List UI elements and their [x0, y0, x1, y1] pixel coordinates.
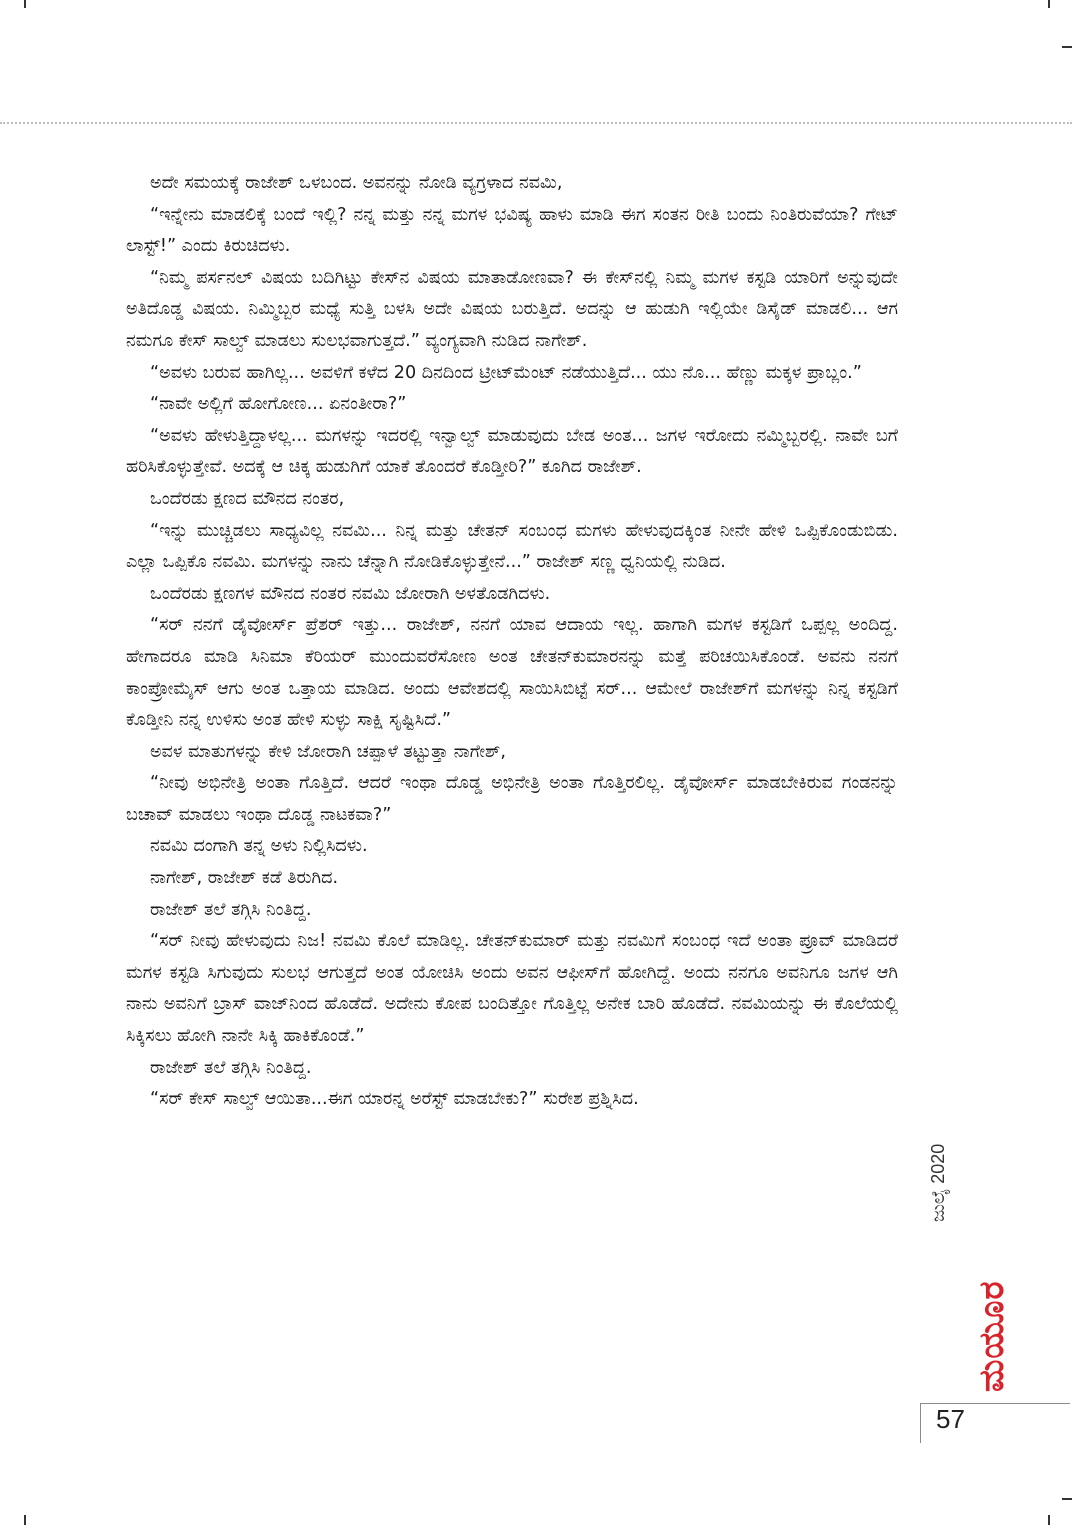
crop-mark-top-left [24, 0, 26, 8]
issue-date: ಜುಲೈ 2020 [928, 1143, 948, 1222]
story-paragraph: “ನಾವೇ ಅಲ್ಲಿಗೆ ಹೋಗೋಣ... ಏನಂತೀರಾ?” [150, 394, 407, 415]
folio-rule-vertical [920, 1403, 921, 1443]
story-body [126, 168, 898, 1116]
story-paragraph: “ನೀವು ಅಭಿನೇತ್ರಿ ಅಂತಾ ಗೊತ್ತಿದೆ. ಆದರೆ ಇಂಥಾ ದೊಡ್ಡ ಅಭಿನೇತ್ರಿ ಅಂತಾ ಗೊತ್ತಿರಲಿಲ್ಲ. ಡೈವೋರ್ಸ್ ಮಾಡಬೇಕಿರುವ ಗಂಡನನ್ನು ಬಚಾವ್ ಮಾಡಲು ಇಂಥಾ ದೊಡ್ಡ ನಾಟಕವಾ?” [126, 773, 898, 825]
page-number: 57 [936, 1404, 965, 1434]
crop-mark-right-lower [1062, 1498, 1072, 1500]
story-paragraph: ನವಮಿ ದಂಗಾಗಿ ತನ್ನ ಅಳು ನಿಲ್ಲಿಸಿದಳು. [150, 836, 368, 857]
story-paragraph: “ಸರ್ ಕೇಸ್ ಸಾಲ್ವ್ ಆಯಿತಾ...ಈಗ ಯಾರನ್ನ ಅರೆಸ್ಟ್ ಮಾಡಬೇಕು?” ಸುರೇಶ ಪ್ರಶ್ನಿಸಿದ. [150, 1089, 639, 1110]
story-paragraph: ರಾಜೇಶ್ ತಲೆ ತಗ್ಗಿಸಿ ನಿಂತಿದ್ದ. [150, 1057, 312, 1078]
story-paragraph: ಅವಳ ಮಾತುಗಳನ್ನು ಕೇಳಿ ಜೋರಾಗಿ ಚಪ್ಪಾಳೆ ತಟ್ಟುತ್ತಾ ನಾಗೇಶ್, [150, 741, 506, 762]
story-paragraph: “ಇನ್ನು ಮುಚ್ಚಿಡಲು ಸಾಧ್ಯವಿಲ್ಲ ನವಮಿ... ನಿನ್ನ ಮತ್ತು ಚೇತನ್ ಸಂಬಂಧ ಮಗಳು ಹೇಳುವುದಕ್ಕಿಂತ ನೀನೇ ಹೇಳಿ ಒಪ್ಪಿಕೊಂಡುಬಿಡು. ಎಲ್ಲಾ ಒಪ್ಪಿಕೊ ನವಮಿ. ಮಗಳನ್ನು ನಾನು ಚೆನ್ನಾಗಿ ನೋಡಿಕೊಳ್ಳುತ್ತೇನೆ...” ರಾಜೇಶ್ ಸಣ್ಣ ಧ್ವನಿಯಲ್ಲಿ ನುಡಿದ. [126, 520, 898, 573]
story-paragraph: “ನಿಮ್ಮ ಪರ್ಸನಲ್ ವಿಷಯ ಬದಿಗಿಟ್ಟು ಕೇಸ್‌ನ ವಿಷಯ ಮಾತಾಡೋಣವಾ? ಈ ಕೇಸ್‌ನಲ್ಲಿ ನಿಮ್ಮ ಮಗಳ ಕಸ್ಟಡಿ ಯಾರಿಗೆ ಅನ್ನುವುದೇ ಅತಿದೊಡ್ಡ ವಿಷಯ. ನಿಮ್ಮಿಬ್ಬರ ಮಧ್ಯೆ ಸುತ್ತಿ ಬಳಸಿ ಅದೇ ವಿಷಯ ಬರುತ್ತಿದೆ. ಅದನ್ನು ಆ ಹುಡುಗಿ ಇಲ್ಲಿಯೇ ಡಿಸೈಡ್ ಮಾಡಲಿ... ಆಗ ನಮಗೂ ಕೇಸ್ ಸಾಲ್ವ್ ಮಾಡಲು ಸುಲಭವಾಗುತ್ತದೆ.” ವ್ಯಂಗ್ಯವಾಗಿ ನುಡಿದ ನಾಗೇಶ್. [126, 267, 898, 351]
crop-mark-bottom-right [1048, 1515, 1050, 1525]
story-paragraph: “ಅವಳು ಬರುವ ಹಾಗಿಲ್ಲ... ಅವಳಿಗೆ ಕಳೆದ 20 ದಿನದಿಂದ ಟ್ರೀಟ್‌ಮೆಂಟ್ ನಡೆಯುತ್ತಿದೆ... ಯು ನೊ... ಹೆಣ್ಣು ಮಕ್ಕಳ ಪ್ರಾಬ್ಲಂ.” [150, 362, 862, 383]
story-paragraph: ರಾಜೇಶ್ ತಲೆ ತಗ್ಗಿಸಿ ನಿಂತಿದ್ದ. [150, 899, 312, 920]
story-paragraph: ಒಂದೆರಡು ಕ್ಷಣದ ಮೌನದ ನಂತರ, [150, 488, 345, 509]
story-paragraph: “ಇನ್ನೇನು ಮಾಡಲಿಕ್ಕೆ ಬಂದೆ ಇಲ್ಲಿ? ನನ್ನ ಮತ್ತು ನನ್ನ ಮಗಳ ಭವಿಷ್ಯ ಹಾಳು ಮಾಡಿ ಈಗ ಸಂತನ ರೀತಿ ಬಂದು ನಿಂತಿರುವೆಯಾ? ಗೇಟ್ ಲಾಸ್ಟ್!” ಎಂದು ಕಿರುಚಿದಳು. [126, 204, 898, 257]
header-dotted-rule [0, 122, 1072, 124]
magazine-logo: ಮಯೂರ [972, 1280, 1012, 1392]
crop-mark-bottom-left [24, 1515, 26, 1525]
story-paragraph: “ಸರ್ ನೀವು ಹೇಳುವುದು ನಿಜ! ನವಮಿ ಕೊಲೆ ಮಾಡಿಲ್ಲ. ಚೇತನ್‌ಕುಮಾರ್ ಮತ್ತು ನವಮಿಗೆ ಸಂಬಂಧ ಇದೆ ಅಂತಾ ಪ್ರೂವ್ ಮಾಡಿದರೆ ಮಗಳ ಕಸ್ಟಡಿ ಸಿಗುವುದು ಸುಲಭ ಆಗುತ್ತದೆ ಅಂತ ಯೋಚಿಸಿ ಅಂದು ಅವನ ಆಫೀಸ್‌ಗೆ ಹೋಗಿದ್ದೆ. ಅಂದು ನನಗೂ ಅವನಿಗೂ ಜಗಳ ಆಗಿ ನಾನು ಅವನಿಗೆ ಬ್ರಾಸ್ ವಾಜ್‌ನಿಂದ ಹೊಡೆದೆ. ಅದೇನು ಕೋಪ ಬಂದಿತ್ತೋ ಗೊತ್ತಿಲ್ಲ ಅನೇಕ ಬಾರಿ ಹೊಡೆದೆ. ನವಮಿಯನ್ನು ಈ ಕೊಲೆಯಲ್ಲಿ ಸಿಕ್ಕಿಸಲು ಹೋಗಿ ನಾನೇ ಸಿಕ್ಕಿ ಹಾಕಿಕೊಂಡೆ.” [126, 931, 898, 1047]
story-paragraph: ನಾಗೇಶ್, ರಾಜೇಶ್ ಕಡೆ ತಿರುಗಿದ. [150, 868, 339, 889]
story-paragraph: ಅದೇ ಸಮಯಕ್ಕೆ ರಾಜೇಶ್ ಒಳಬಂದ. ಅವನನ್ನು ನೋಡಿ ವ್ಯಗ್ರಳಾದ ನವಮಿ, [150, 173, 563, 193]
crop-mark-top-right [1048, 0, 1050, 8]
story-paragraph: ಒಂದೆರಡು ಕ್ಷಣಗಳ ಮೌನದ ನಂತರ ನವಮಿ ಜೋರಾಗಿ ಅಳತೊಡಗಿದಳು. [150, 583, 551, 604]
crop-mark-right-upper [1062, 46, 1072, 48]
story-paragraph: “ಸರ್ ನನಗೆ ಡೈವೋರ್ಸ್ ಪ್ರೆಶರ್ ಇತ್ತು... ರಾಜೇಶ್, ನನಗೆ ಯಾವ ಆದಾಯ ಇಲ್ಲ. ಹಾಗಾಗಿ ಮಗಳ ಕಸ್ಟಡಿಗೆ ಒಪ್ಪಲ್ಲ ಅಂದಿದ್ದ. ಹೇಗಾದರೂ ಮಾಡಿ ಸಿನಿಮಾ ಕೆರಿಯರ್ ಮುಂದುವರೆಸೋಣ ಅಂತ ಚೇತನ್‌ಕುಮಾರನನ್ನು ಮತ್ತೆ ಪರಿಚಯಿಸಿಕೊಂಡೆ. ಅವನು ನನಗೆ ಕಾಂಪ್ರೋಮೈಸ್ ಆಗು ಅಂತ ಒತ್ತಾಯ ಮಾಡಿದ. ಅಂದು ಆವೇಶದಲ್ಲಿ ಸಾಯಿಸಿಬಿಟ್ಟೆ ಸರ್... ಆಮೇಲೆ ರಾಜೇಶ್‌ಗೆ ಮಗಳನ್ನು ನಿನ್ನ ಕಸ್ಟಡಿಗೆ ಕೊಡ್ತೀನಿ ನನ್ನ ಉಳಿಸು ಅಂತ ಹೇಳಿ ಸುಳ್ಳು ಸಾಕ್ಷಿ ಸೃಷ್ಟಿಸಿದೆ.” [126, 615, 898, 731]
story-paragraph: “ಅವಳು ಹೇಳುತ್ತಿದ್ದಾಳಲ್ಲ... ಮಗಳನ್ನು ಇದರಲ್ಲಿ ಇನ್ವಾಲ್ವ್ ಮಾಡುವುದು ಬೇಡ ಅಂತ... ಜಗಳ ಇರೋದು ನಮ್ಮಿಬ್ಬರಲ್ಲಿ. ನಾವೇ ಬಗೆ ಹರಿಸಿಕೊಳ್ಳುತ್ತೇವೆ. ಅದಕ್ಕೆ ಆ ಚಿಕ್ಕ ಹುಡುಗಿಗೆ ಯಾಕೆ ತೊಂದರೆ ಕೊಡ್ತೀರಿ?” ಕೂಗಿದ ರಾಜೇಶ್. [126, 425, 898, 478]
